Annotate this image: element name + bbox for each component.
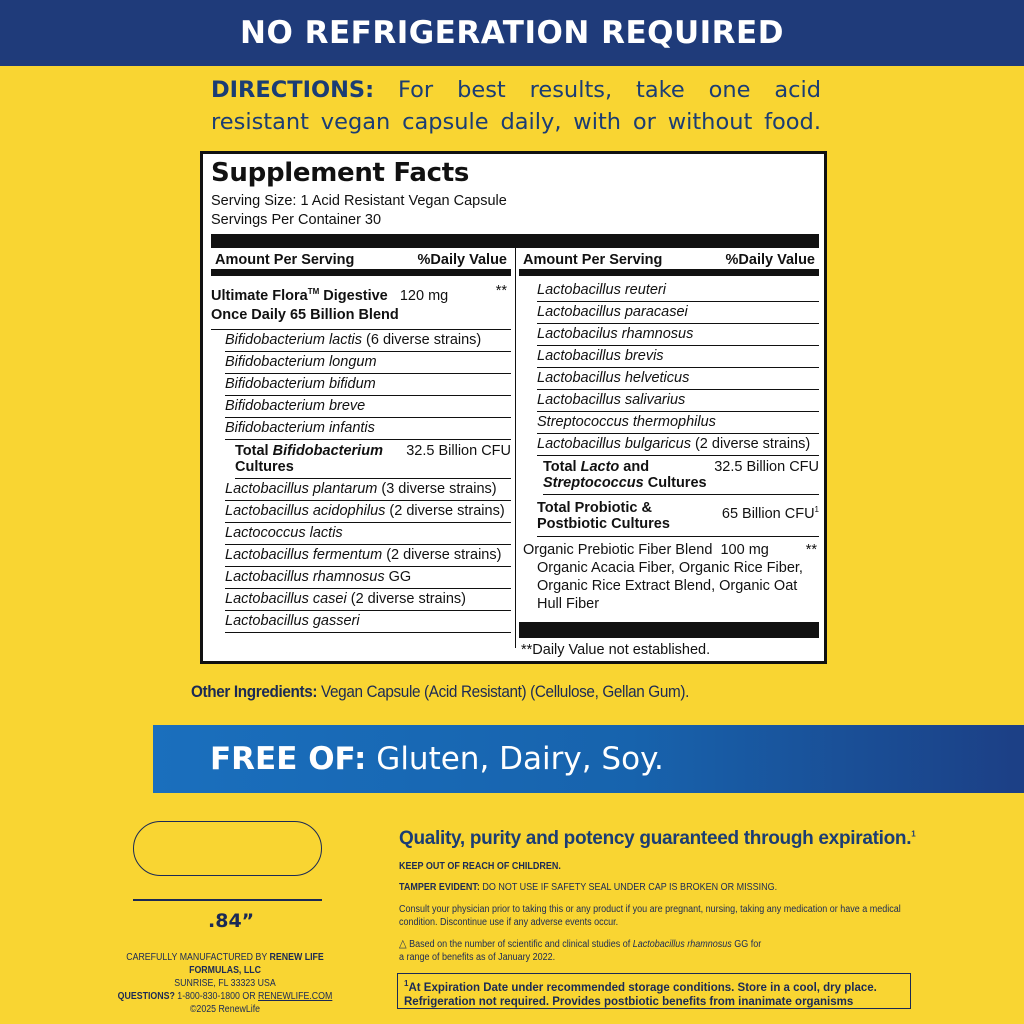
- strain-name: Lactobacillus salivarius: [537, 392, 686, 408]
- prebiotic-row: [523, 537, 819, 613]
- strain-name: Lactobacillus reuteri: [537, 282, 666, 298]
- strain-note: (2 diverse strains): [382, 546, 502, 563]
- strain-row: [225, 611, 511, 633]
- capsule-outline-icon: [133, 821, 322, 876]
- total-bifido-pre: Total: [235, 442, 273, 459]
- header-amount: Amount Per Serving: [215, 252, 355, 268]
- strain-name: Lactobacillus fermentum: [225, 546, 383, 563]
- prebiotic-sub: Organic Acacia Fiber, Organic Rice Fiber, Organic Rice Extract Blend, Organic Oat Hull Fiber: [537, 560, 803, 612]
- quality-sup: 1: [911, 829, 916, 839]
- total-bifido-amount: 32.5 Billion CFU: [406, 442, 511, 459]
- exp-sup: 1: [404, 979, 409, 988]
- triangle-icon: △: [399, 938, 407, 950]
- strain-row: [225, 352, 511, 374]
- strain-row: [225, 418, 511, 440]
- tamper-text: DO NOT USE IF SAFETY SEAL UNDER CAP IS BROKEN OR MISSING.: [479, 882, 778, 893]
- dv-footnote: **Daily Value not established.: [521, 642, 711, 658]
- other-ingredients: [191, 682, 689, 702]
- strain-name: Lactobacillus brevis: [537, 348, 664, 364]
- strain-row: [225, 501, 511, 523]
- free-of-band: [153, 725, 1024, 793]
- total-probiotic-row: [537, 495, 819, 537]
- strain-note: (2 diverse strains): [690, 436, 811, 452]
- strain-name: Lactobacillus bulgaricus: [537, 436, 691, 452]
- strain-name: Lactobacillus gasseri: [225, 612, 360, 629]
- header-dv: %Daily Value: [417, 252, 507, 268]
- total-lacto-mid: and: [619, 459, 650, 475]
- strain-row: [225, 523, 511, 545]
- blend-amount: 120 mg: [399, 287, 449, 304]
- left-strain-list-2: [225, 479, 511, 633]
- strain-name: Lactobacillus rhamnosus: [225, 568, 385, 585]
- strain-name: Lactobacillus casei: [225, 590, 347, 607]
- total-lacto-row: [543, 456, 819, 495]
- strain-name: Streptococcus thermophilus: [537, 414, 716, 430]
- keep-out-text: KEEP OUT OF REACH OF CHILDREN.: [399, 861, 561, 872]
- total-bifido-post: Cultures: [235, 458, 294, 475]
- strain-name: Bifidobacterium infantis: [225, 419, 375, 436]
- manufacturer-info: [115, 951, 335, 1016]
- servings-per-container: Servings Per Container 30: [211, 212, 382, 228]
- left-header: [211, 248, 511, 276]
- blend-row: [211, 276, 511, 330]
- mfg-phone: 1-800-830-1800 OR: [174, 991, 259, 1002]
- prebiotic-dv: **: [805, 542, 817, 558]
- mfg-questions: QUESTIONS?: [117, 991, 175, 1002]
- consult-warning: Consult your physician prior to taking this or any product if you are pregnant, nursing, taking any medication or have a medical condition. Discontinue use if any adverse events occur.: [399, 904, 901, 928]
- mfg-website: RENEWLIFE.COM: [258, 991, 333, 1002]
- blend-dv: **: [495, 283, 507, 299]
- size-rule: [133, 899, 322, 901]
- strain-row: [537, 390, 819, 412]
- tamper-label: TAMPER EVIDENT:: [399, 882, 480, 893]
- capsule-size: .84”: [208, 910, 255, 932]
- based-post: GG for: [731, 939, 762, 950]
- supplement-facts-panel: [200, 151, 827, 664]
- blend-name: Ultimate Flora: [211, 287, 308, 304]
- strain-row: [537, 434, 819, 456]
- free-label: FREE OF:: [210, 741, 367, 777]
- expiration-box: [397, 973, 911, 1009]
- mfg-company: RENEW LIFE FORMULAS, LLC: [189, 952, 324, 976]
- based-note: [399, 938, 903, 964]
- bottom-rule: [519, 622, 819, 638]
- strain-row: [225, 396, 511, 418]
- strain-name: Bifidobacterium lactis: [225, 331, 362, 348]
- strain-name: Lactobacillus paracasei: [537, 304, 688, 320]
- total-pro-line2: Postbiotic Cultures: [537, 516, 670, 532]
- strain-row: [225, 374, 511, 396]
- strain-row: [537, 302, 819, 324]
- tamper-warning: [399, 882, 777, 895]
- mfg-pre: CAREFULLY MANUFACTURED BY: [126, 952, 270, 963]
- total-pro-sup: 1: [814, 505, 819, 514]
- strain-name: Bifidobacterium longum: [225, 353, 377, 370]
- based-line2: a range of benefits as of January 2022.: [399, 951, 556, 963]
- strain-row: [225, 567, 511, 589]
- strain-note: (6 diverse strains): [362, 331, 482, 348]
- exp-text: At Expiration Date under recommended storage conditions. Store in a cool, dry place. Refrigeration not required. Provides postbiotic benefits from inanimate organisms: [404, 981, 877, 1008]
- top-banner: [0, 0, 1024, 66]
- total-lacto-post: Cultures: [643, 475, 707, 491]
- blend-line2: Once Daily 65 Billion Blend: [211, 306, 399, 323]
- total-lacto-amount: 32.5 Billion CFU: [714, 459, 819, 475]
- total-lacto-ital2: Streptococcus: [543, 475, 644, 491]
- directions-text: [211, 74, 821, 138]
- mfg-copyright: ©2025 RenewLife: [189, 1004, 261, 1015]
- strain-row: [225, 589, 511, 611]
- quality-text: Quality, purity and potency guaranteed through expiration.: [399, 828, 912, 849]
- directions-body: For best results, take one acid resistant vegan capsule daily, with or without food.: [211, 77, 822, 135]
- keep-out-warning: [399, 861, 561, 874]
- total-bifido-ital: Bifidobacterium: [272, 442, 383, 459]
- directions-label: DIRECTIONS:: [211, 77, 375, 103]
- left-strain-list: [225, 330, 511, 440]
- total-pro-line1: Total Probiotic &: [537, 500, 652, 516]
- strain-note: (3 diverse strains): [377, 480, 497, 497]
- strain-name: Bifidobacterium bifidum: [225, 375, 376, 392]
- strain-name: Bifidobacterium breve: [225, 397, 366, 414]
- strain-name: Lactobacilus rhamnosus: [537, 326, 694, 342]
- strain-note: (2 diverse strains): [385, 502, 505, 519]
- strain-name: Lactococcus lactis: [225, 524, 343, 541]
- total-lacto-pre: Total: [543, 459, 581, 475]
- strain-name: Lactobacillus helveticus: [537, 370, 690, 386]
- column-divider: [515, 248, 516, 648]
- right-header: [519, 248, 819, 276]
- prebiotic-name: Organic Prebiotic Fiber Blend: [523, 542, 713, 558]
- strain-row: [537, 368, 819, 390]
- strain-note: (2 diverse strains): [346, 590, 466, 607]
- strain-note: GG: [384, 568, 412, 585]
- thick-rule: [211, 234, 819, 248]
- based-ital: Lactobacillus rhamnosus: [632, 939, 732, 950]
- other-text: Vegan Capsule (Acid Resistant) (Cellulose, Gellan Gum).: [317, 682, 690, 701]
- strain-row: [537, 324, 819, 346]
- quality-statement: [399, 828, 915, 850]
- strain-row: [225, 330, 511, 352]
- right-strain-list: [537, 280, 819, 456]
- strain-row: [225, 545, 511, 567]
- based-pre: Based on the number of scientific and clinical studies of: [406, 939, 633, 950]
- blend-name2: Digestive: [319, 287, 388, 304]
- strain-row: [537, 412, 819, 434]
- total-bifido-row: [235, 440, 511, 479]
- strain-row: [537, 280, 819, 302]
- serving-info: [211, 192, 507, 230]
- serving-size: Serving Size: 1 Acid Resistant Vegan Capsule: [211, 193, 507, 209]
- facts-right-column: [519, 248, 819, 613]
- other-label: Other Ingredients:: [191, 682, 318, 701]
- facts-left-column: [211, 248, 511, 633]
- header-amount-right: Amount Per Serving: [523, 252, 663, 268]
- header-dv-right: %Daily Value: [725, 252, 815, 268]
- banner-text: NO REFRIGERATION REQUIRED: [240, 15, 784, 51]
- strain-name: Lactobacillus acidophilus: [225, 502, 386, 519]
- strain-name: Lactobacillus plantarum: [225, 480, 378, 497]
- strain-row: [537, 346, 819, 368]
- mfg-address: SUNRISE, FL 33323 USA: [174, 978, 276, 989]
- total-lacto-ital1: Lacto: [580, 459, 620, 475]
- total-pro-amount: 65 Billion CFU: [721, 505, 815, 522]
- prebiotic-amount: 100 mg: [720, 542, 769, 558]
- trademark: TM: [307, 287, 320, 296]
- free-text: Gluten, Dairy, Soy.: [366, 741, 664, 777]
- facts-title: Supplement Facts: [211, 158, 470, 188]
- strain-row: [225, 479, 511, 501]
